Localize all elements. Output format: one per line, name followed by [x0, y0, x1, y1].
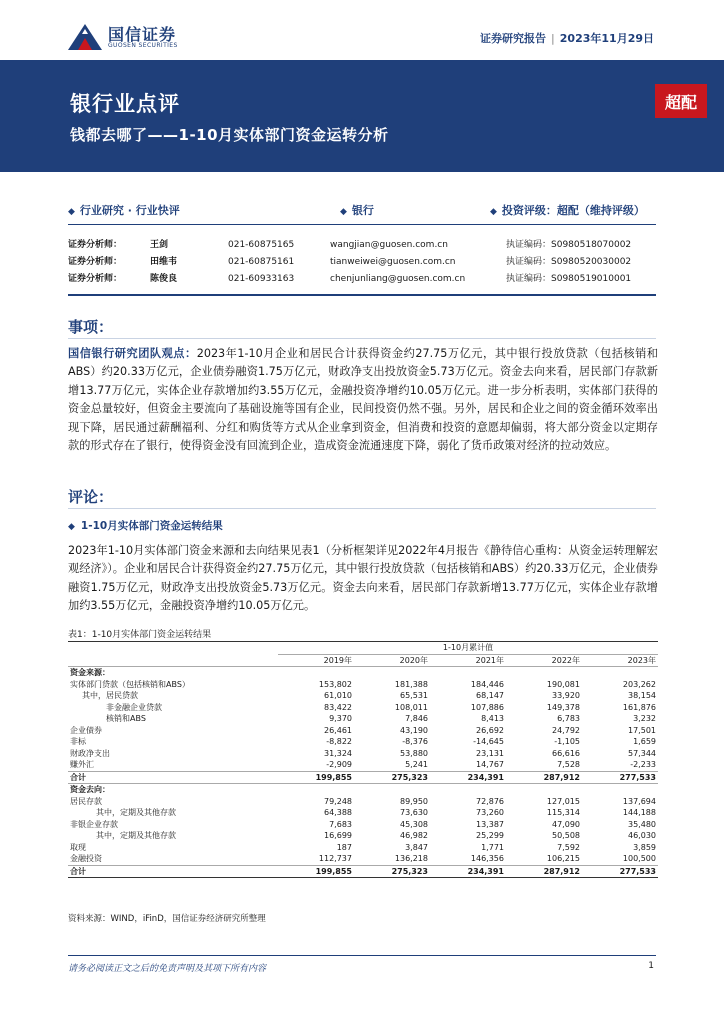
analyst-email[interactable]: tianweiwei@guosen.com.cn — [330, 257, 456, 267]
footer-divider — [68, 955, 656, 956]
report-meta: 证券研究报告 | 2023年11月29日 — [480, 32, 654, 45]
report-type: 证券研究报告 — [480, 32, 547, 45]
table-row: 其中，定期及其他存款 16,699 46,982 25,299 50,508 46,030 — [96, 831, 656, 840]
page-title: 银行业点评 — [70, 92, 180, 116]
table-row: 其中，居民贷款 61,010 65,531 68,147 33,920 38,154 — [82, 691, 656, 700]
logo-text: 国信证券 — [108, 25, 177, 44]
report-sector: ◆ 银行 — [340, 204, 374, 217]
section-heading-matters: 事项： — [68, 318, 114, 336]
page-subtitle: 钱都去哪了——1-10月实体部门资金运转分析 — [70, 126, 389, 144]
table-caption: 表1：1-10月实体部门资金运转结果 — [68, 630, 212, 640]
logo-english-text: GUOSEN SECURITIES — [108, 42, 178, 49]
analyst-row: 证券分析师： 田维韦 021-60875161 tianweiwei@guosen.com.cn 执证编码：S0980520030002 — [68, 254, 656, 271]
analyst-row: 证券分析师： 陈俊良 021-60933163 chenjunliang@guosen.com.cn 执证编码：S0980519010001 — [68, 271, 656, 288]
matters-paragraph: 国信银行研究团队观点：2023年1-10月企业和居民合计获得资金约27.75万亿元，其中银行投放贷款（包括核销和ABS）约20.33万亿元，企业债券融资1.75万亿元，财政净支出投放资金5.73万亿元。资金去向来看，居民部门存款新增13.77万亿元，实体企业存款增加约3.55万亿元，金融投资净增约10.05万亿元。进一步分析表明，实体部门获得的资金总量较好，但资金主要流向了基础设施等国有企业，民间投资仍然不强。另外，居民和企业之间的资金循环效率出现下降，居民通过薪酬福利、分红和购货等方式从企业拿到资金，但消费和投资的意愿却偏弱，将大部分资金以定期存款的形式存在了银行，使得资金没有回流到企业，造成资金流通速度下降，弱化了货币政策对经济的拉动效应。 — [68, 347, 658, 453]
subheading: ◆ 1-10月实体部门资金运转结果 — [68, 520, 223, 532]
analyst-email[interactable]: wangjian@guosen.com.cn — [330, 240, 448, 250]
section-heading-comments: 评论： — [68, 488, 114, 506]
section-underline — [68, 508, 656, 509]
divider — [68, 224, 656, 225]
table-group-header-row: 1-10月累计值 — [68, 642, 658, 655]
table-row: 赚外汇 -2,909 5,241 14,767 7,528 -2,233 — [70, 760, 656, 769]
table-row: 非金融企业贷款 83,422 108,011 107,886 149,378 161,876 — [106, 702, 656, 712]
table-row: 实体部门贷款（包括核销和ABS） 153,802 181,388 184,446 190,081 203,262 — [70, 679, 656, 689]
table-row: 资金去向： — [70, 785, 110, 794]
diamond-icon: ◆ — [68, 522, 75, 532]
rating-badge: 超配 — [655, 84, 707, 118]
table-header-row: 2019年 2020年 2021年 2022年 2023年 — [68, 654, 658, 667]
footer-disclaimer: 请务必阅读正文之后的免责声明及其项下所有内容 — [68, 964, 267, 974]
analyst-list — [68, 237, 656, 288]
table-row: 其中，定期及其他存款 64,388 73,630 73,260 115,314 144,188 — [96, 808, 656, 817]
diamond-icon: ◆ — [340, 207, 347, 217]
comments-paragraph: 2023年1-10月实体部门资金来源和去向结果见表1（分析框架详见2022年4月报告《静待信心重构：从资金运转理解宏观经济》）。企业和居民合计获得资金约27.75万亿元，其中银行投放贷款（包括核销和ABS）约20.33万亿元，企业债券融资1.75万亿元，财政净支出投放资金5.73万亿元。资金去向来看，居民部门存款新增13.77万亿元，实体企业存款增加约3.55万亿元，金融投资净增约10.05万亿元。 — [68, 544, 658, 613]
table-row: 企业债券 26,461 43,190 26,692 24,792 17,501 — [70, 725, 656, 735]
table-row: 非银企业存款 7,683 45,308 13,387 47,090 35,480 — [70, 819, 656, 829]
table-row: 资金来源： — [70, 668, 110, 677]
table-row: 金融投资 112,737 136,218 146,356 106,215 100,500 — [70, 854, 656, 863]
analyst-row: 证券分析师： 王剑 021-60875165 wangjian@guosen.com.cn 执证编码：S0980518070002 — [68, 237, 656, 254]
analyst-email[interactable]: chenjunliang@guosen.com.cn — [330, 274, 466, 284]
page-number: 1 — [648, 961, 654, 971]
table-source: 资料来源：WIND，iFinD，国信证券经济研究所整理 — [68, 914, 266, 924]
table-total-row: 合计 199,855 275,323 234,391 287,912 277,533 — [70, 866, 656, 876]
table-row: 财政净支出 31,324 53,880 23,131 66,616 57,344 — [70, 748, 656, 758]
table-total-row: 合计 199,855 275,323 234,391 287,912 277,533 — [70, 772, 656, 782]
table-row: 居民存款 79,248 89,950 72,876 127,015 137,694 — [70, 796, 656, 806]
table-row: 核销和ABS 9,370 7,846 8,413 6,783 3,232 — [106, 714, 656, 723]
table-row: 非标 -8,822 -8,376 -14,645 -1,105 1,659 — [70, 737, 656, 746]
divider — [68, 294, 656, 296]
funds-table — [68, 641, 658, 878]
section-underline — [68, 338, 656, 339]
diamond-icon: ◆ — [68, 207, 75, 217]
table-row: 取现 187 3,847 1,771 7,592 3,859 — [70, 842, 656, 852]
report-date: 2023年11月29日 — [559, 32, 654, 45]
guosen-logo-icon — [68, 24, 102, 50]
investment-rating: ◆ 投资评级：超配（维持评级） — [490, 204, 645, 217]
report-category: ◆ 行业研究 · 行业快评 — [68, 204, 180, 217]
diamond-icon: ◆ — [490, 207, 497, 217]
